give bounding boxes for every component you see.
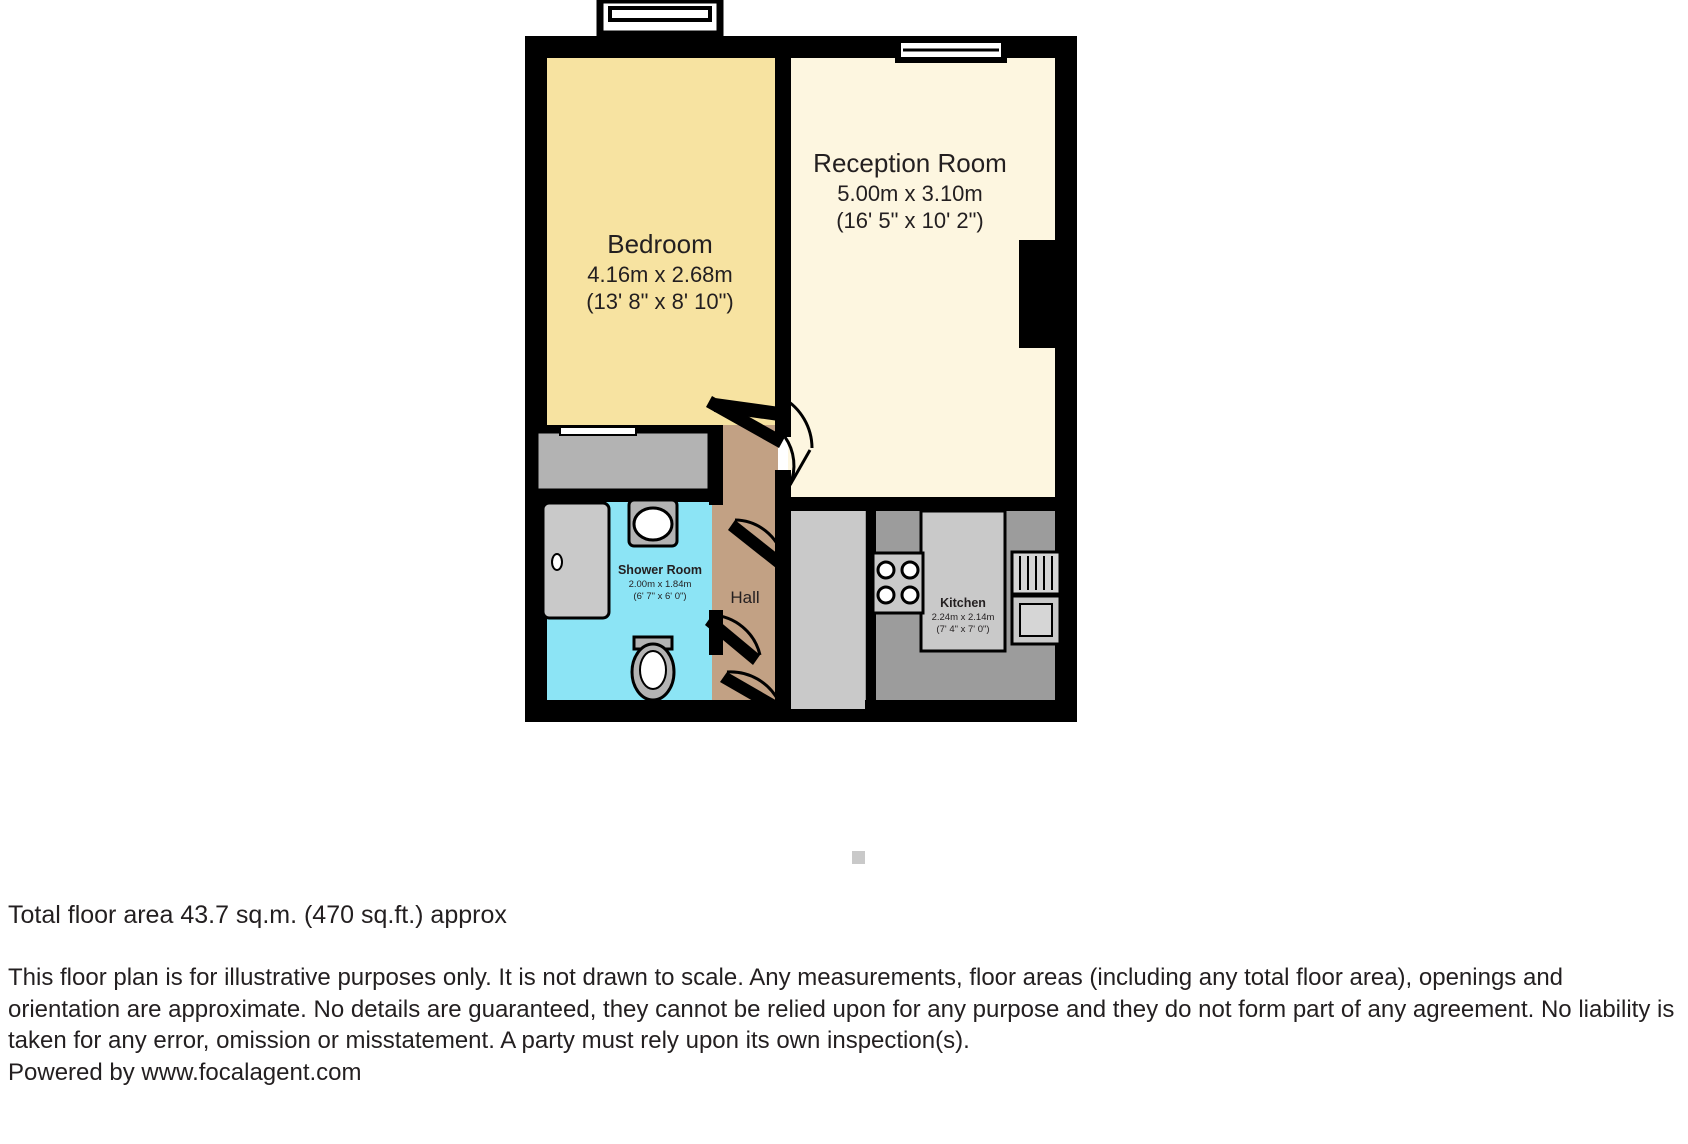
shower-room-dimensions-metric: 2.00m x 1.84m (628, 578, 692, 590)
footer (8, 900, 1680, 1089)
bedroom-name: Bedroom (607, 229, 713, 259)
scale-marker (852, 851, 865, 864)
disclaimer-text: This floor plan is for illustrative purposes only. It is not drawn to scale. Any measurements, floor areas (including any total floor area), openings and orientation are approximate. No details are guaranteed, they cannot be relied upon for any purpose and they do not form part of any agreement. No liability is taken for any error, omission or misstatement. A party must rely upon its own inspection(s). (8, 964, 1675, 1055)
shower-room-dimensions-imperial: (6' 7" x 6' 0") (633, 590, 687, 602)
shower-room-name: Shower Room (617, 563, 703, 577)
reception-name: Reception Room (813, 148, 1007, 178)
reception-dimensions-metric: 5.00m x 3.10m (837, 180, 983, 206)
fixture-bath (543, 503, 609, 618)
bedroom-dimensions-metric: 4.16m x 2.68m (587, 261, 733, 287)
bedroom-floor (537, 48, 778, 436)
powered-by-text: Powered by www.focalagent.com (8, 1059, 362, 1087)
fixture-cupboard (791, 511, 865, 709)
kitchen-dimensions-imperial: (7' 4" x 7' 0") (936, 623, 990, 635)
fixture-bedroom-counter (537, 427, 709, 490)
hall-name: Hall (730, 588, 760, 607)
kitchen-name: Kitchen (940, 596, 986, 610)
reception-dimensions-imperial: (16' 5" x 10' 2") (836, 208, 984, 233)
total-floor-area-text: Total floor area 43.7 sq.m. (470 sq.ft.) approx (8, 901, 507, 929)
kitchen-dimensions-metric: 2.24m x 2.14m (931, 611, 995, 623)
fixture-basin (629, 500, 677, 546)
bedroom-dimensions-imperial: (13' 8" x 8' 10") (586, 289, 734, 314)
window-bedroom-top (600, 0, 720, 34)
window-reception-top (898, 40, 1004, 60)
fixture-wc (632, 637, 674, 700)
